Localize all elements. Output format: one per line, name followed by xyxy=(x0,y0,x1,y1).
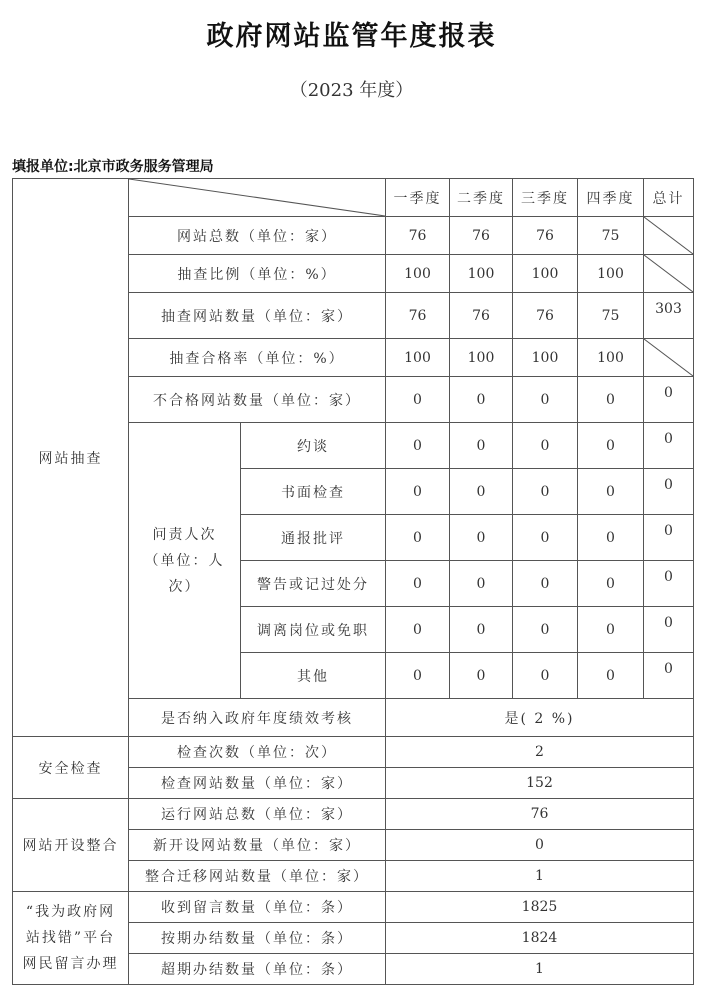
cell-q3: 0 xyxy=(513,561,578,607)
cell-q3: 0 xyxy=(513,653,578,699)
cell-total-na xyxy=(644,339,694,377)
row-value: 1825 xyxy=(386,892,694,923)
row-label: 按期办结数量（单位：条） xyxy=(129,923,386,954)
cell-q4: 0 xyxy=(578,469,644,515)
cell-q3: 100 xyxy=(513,255,578,293)
performance-value: 是( 2 %) xyxy=(386,699,694,737)
cell-total-na xyxy=(644,217,694,255)
cell-q3: 100 xyxy=(513,339,578,377)
table-row xyxy=(13,737,694,768)
cell-q2: 0 xyxy=(450,561,513,607)
cell-q2: 0 xyxy=(450,377,513,423)
cell-q1: 0 xyxy=(386,561,450,607)
row-value: 2 xyxy=(386,737,694,768)
cell-total: 0 xyxy=(644,515,694,561)
accountability-label-line3: 次） xyxy=(168,578,201,595)
cell-q3: 0 xyxy=(513,469,578,515)
cell-q4: 0 xyxy=(578,561,644,607)
cell-q2: 0 xyxy=(450,653,513,699)
row-label: 整合迁移网站数量（单位：家） xyxy=(129,861,386,892)
row-label: 通报批评 xyxy=(241,515,386,561)
cell-q4: 100 xyxy=(578,339,644,377)
row-label: 不合格网站数量（单位：家） xyxy=(129,377,386,423)
reporting-unit: 填报单位:北京市政务服务管理局 xyxy=(12,159,214,175)
cell-q2: 0 xyxy=(450,469,513,515)
accountability-label xyxy=(129,423,241,699)
report-year: （2023 年度） xyxy=(289,80,414,101)
group-label-integration: 网站开设整合 xyxy=(13,799,129,892)
cell-q1: 0 xyxy=(386,469,450,515)
cell-q4: 75 xyxy=(578,217,644,255)
header-row xyxy=(13,179,694,217)
cell-total: 0 xyxy=(644,469,694,515)
header-q4: 四季度 xyxy=(578,179,644,217)
cell-total: 0 xyxy=(644,561,694,607)
cell-q4: 0 xyxy=(578,607,644,653)
row-value: 1 xyxy=(386,861,694,892)
accountability-label-line2: （单位：人 xyxy=(144,552,225,569)
header-q3: 三季度 xyxy=(513,179,578,217)
cell-q4: 75 xyxy=(578,293,644,339)
cell-total: 0 xyxy=(644,423,694,469)
cell-total: 0 xyxy=(644,377,694,423)
messages-label-line2: 站找错”平台 xyxy=(25,930,116,946)
cell-q1: 76 xyxy=(386,217,450,255)
row-label: 检查次数（单位：次） xyxy=(129,737,386,768)
cell-q3: 0 xyxy=(513,515,578,561)
cell-q3: 76 xyxy=(513,217,578,255)
cell-q4: 0 xyxy=(578,653,644,699)
row-label: 抽查网站数量（单位：家） xyxy=(129,293,386,339)
row-value: 76 xyxy=(386,799,694,830)
row-label: 其他 xyxy=(241,653,386,699)
cell-q1: 0 xyxy=(386,653,450,699)
cell-q1: 0 xyxy=(386,515,450,561)
cell-q3: 0 xyxy=(513,607,578,653)
cell-q4: 0 xyxy=(578,515,644,561)
cell-total-na xyxy=(644,255,694,293)
row-label: 警告或记过处分 xyxy=(241,561,386,607)
header-total: 总计 xyxy=(644,179,694,217)
header-q1: 一季度 xyxy=(386,179,450,217)
cell-q2: 0 xyxy=(450,515,513,561)
messages-label-line3: 网民留言办理 xyxy=(22,956,119,972)
messages-label-line1: “我为政府网 xyxy=(25,904,116,920)
header-diagonal-cell xyxy=(129,179,386,217)
cell-q2: 76 xyxy=(450,293,513,339)
row-label: 新开设网站数量（单位：家） xyxy=(129,830,386,861)
cell-q3: 0 xyxy=(513,377,578,423)
table-row xyxy=(13,892,694,923)
row-label: 是否纳入政府年度绩效考核 xyxy=(129,699,386,737)
cell-q1: 76 xyxy=(386,293,450,339)
cell-q3: 76 xyxy=(513,293,578,339)
cell-q1: 0 xyxy=(386,607,450,653)
row-label: 超期办结数量（单位：条） xyxy=(129,954,386,985)
report-table xyxy=(12,178,694,985)
row-label: 收到留言数量（单位：条） xyxy=(129,892,386,923)
cell-q1: 100 xyxy=(386,339,450,377)
row-value: 1 xyxy=(386,954,694,985)
cell-q1: 0 xyxy=(386,377,450,423)
row-value: 152 xyxy=(386,768,694,799)
row-label: 约谈 xyxy=(241,423,386,469)
group-label-security: 安全检查 xyxy=(13,737,129,799)
cell-total: 0 xyxy=(644,607,694,653)
cell-q1: 100 xyxy=(386,255,450,293)
group-label-messages xyxy=(13,892,129,985)
table-row xyxy=(13,799,694,830)
row-label: 检查网站数量（单位：家） xyxy=(129,768,386,799)
cell-q2: 100 xyxy=(450,339,513,377)
cell-q2: 76 xyxy=(450,217,513,255)
cell-q2: 0 xyxy=(450,423,513,469)
cell-q4: 0 xyxy=(578,377,644,423)
cell-q1: 0 xyxy=(386,423,450,469)
row-label: 抽查比例（单位：%） xyxy=(129,255,386,293)
row-label: 运行网站总数（单位：家） xyxy=(129,799,386,830)
row-value: 0 xyxy=(386,830,694,861)
group-label-sampling: 网站抽查 xyxy=(13,179,129,737)
cell-q2: 0 xyxy=(450,607,513,653)
report-title: 政府网站监管年度报表 xyxy=(206,21,497,52)
row-label: 调离岗位或免职 xyxy=(241,607,386,653)
header-q2: 二季度 xyxy=(450,179,513,217)
cell-total: 0 xyxy=(644,653,694,699)
cell-total: 303 xyxy=(644,293,694,339)
row-label: 网站总数（单位：家） xyxy=(129,217,386,255)
cell-q3: 0 xyxy=(513,423,578,469)
cell-q2: 100 xyxy=(450,255,513,293)
accountability-label-line1: 问责人次 xyxy=(152,526,217,543)
cell-q4: 0 xyxy=(578,423,644,469)
row-value: 1824 xyxy=(386,923,694,954)
row-label: 抽查合格率（单位：%） xyxy=(129,339,386,377)
cell-q4: 100 xyxy=(578,255,644,293)
row-label: 书面检查 xyxy=(241,469,386,515)
